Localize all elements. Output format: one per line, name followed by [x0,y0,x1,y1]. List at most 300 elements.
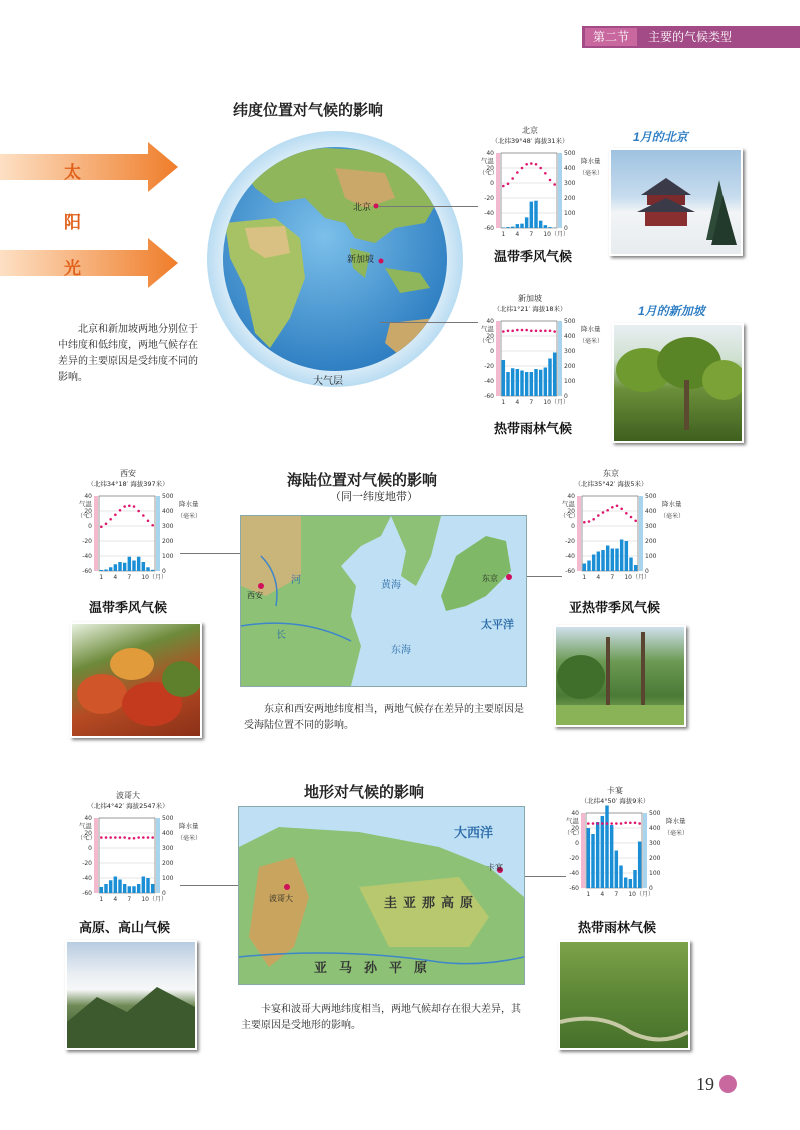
precip-bar [525,372,528,396]
precip-bar [539,221,542,228]
precip-tick-label: 100 [645,553,657,560]
precip-tick-label: 200 [162,860,174,867]
precip-tick-label: 200 [645,538,657,545]
x-tick-label: 1 [582,574,587,581]
x-tick-label: 4 [113,574,118,581]
precip-bar [520,371,523,397]
precip-bar [597,552,600,572]
precip-bar [506,372,509,396]
temp-point [114,513,117,516]
temp-point [530,162,533,165]
precip-tick-label: 0 [645,568,649,575]
photo-xian-autumn [70,622,202,738]
chart-frame [99,496,155,571]
sun-arrow-top [0,142,178,192]
precip-bar [142,562,145,571]
precip-tick-label: 100 [564,210,576,217]
temp-point [507,329,510,332]
temp-tick-label: -20 [82,860,92,867]
river-forest-shapes [560,942,688,1048]
precip-axis-title: 降水量 [179,822,199,830]
precip-bar [615,851,618,889]
precip-axis-title: 降水量 [581,325,601,333]
precip-tick-label: 200 [649,855,661,862]
precip-tick-label: 400 [162,508,174,515]
temp-point [544,172,547,175]
precip-axis-unit: （毫米） [660,513,685,520]
temp-point [588,520,591,523]
temp-tick-label: 40 [84,815,92,822]
climate-chart-singapore [475,293,604,418]
page-corner-icon [719,1075,737,1093]
temp-point [597,514,600,517]
precip-bar [583,564,586,572]
precip-axis-unit: （毫米） [177,835,202,842]
page-number: 19 [696,1074,714,1094]
precip-tick-label: 200 [564,195,576,202]
temp-tick-label: -20 [82,538,92,545]
precip-axis-band [639,496,643,571]
temp-point [611,506,614,509]
precip-bar [128,886,131,893]
temp-tick-label: -60 [565,568,575,575]
climate-label-xian: 温带季风气候 [89,600,168,615]
temp-axis-title: 气温 [79,500,92,508]
temp-point [128,837,131,840]
chart-location: （北纬1°21′ 海拔18米） [493,305,567,313]
precip-bar [114,877,117,894]
precip-tick-label: 500 [649,810,661,817]
precip-tick-label: 300 [162,845,174,852]
temp-point [610,822,613,825]
precip-axis-band [558,153,562,228]
header-section-label: 第二节 [585,28,637,46]
precip-tick-label: 100 [649,870,661,877]
x-tick-label: 7 [529,231,534,238]
temp-axis-band [94,496,98,571]
photo-singapore-rainforest [612,323,744,443]
temp-axis-band [581,813,585,888]
precip-tick-label: 0 [162,568,166,575]
precip-bar [511,227,514,228]
temp-axis-band [496,153,500,228]
sun-char-2: 阳 [64,213,81,233]
precip-axis-unit: （毫米） [579,170,604,177]
temp-tick-label: -60 [484,393,494,400]
precip-bar [109,567,112,571]
temp-point [109,836,112,839]
temp-tick-label: -40 [484,210,494,217]
photo-caption-beijing: 1月的北京 [633,130,688,144]
temp-axis-band [94,818,98,893]
temp-point [133,837,136,840]
x-tick-label: 7 [614,891,619,898]
precip-bar [615,549,618,572]
precip-axis-unit: （毫米） [664,830,689,837]
photo-bogota-highland [65,940,197,1050]
climate-label-singapore: 热带雨林气候 [494,421,573,436]
precip-bar [548,359,551,397]
precip-bar [591,834,594,888]
map-label-pacific: 太平洋 [481,618,514,631]
section-title-latitude: 纬度位置对气候的影响 [233,101,384,119]
precip-bar [587,561,590,572]
temp-point [151,524,154,527]
temp-tick-label: -40 [569,870,579,877]
x-tick-label: 4 [600,891,605,898]
precip-bar [605,806,608,889]
mountain-shapes [67,942,195,1048]
precip-tick-label: 0 [564,393,568,400]
temp-tick-label: 20 [84,830,92,837]
precip-bar [506,227,509,228]
chart-location: （北纬34°18′ 海拔397米） [87,480,169,488]
temp-point [142,836,145,839]
precip-bar [553,353,556,397]
temp-axis-unit: （℃） [77,513,96,520]
precip-bar [601,550,604,571]
temp-point [553,183,556,186]
precip-tick-label: 300 [162,523,174,530]
forest-shapes [556,627,684,725]
photo-caption-singapore: 1月的新加坡 [638,304,705,318]
temp-tick-label: 20 [84,508,92,515]
leader-singapore [380,322,478,323]
trees-silhouette [614,325,742,441]
precip-bar [132,886,135,893]
x-tick-label: 10（月） [543,399,569,406]
x-tick-label: 10（月） [624,574,650,581]
map-south-america [238,806,525,985]
temp-tick-label: -20 [484,195,494,202]
temp-point [147,519,150,522]
precip-axis-band [643,813,647,888]
temp-point [634,519,637,522]
temp-point [615,822,618,825]
temp-point [596,822,599,825]
section-title-terrain: 地形对气候的影响 [304,783,425,801]
temp-point [539,329,542,332]
map-label-east-sea: 东海 [391,645,411,656]
temp-tick-label: 0 [490,348,494,355]
precip-bar [587,828,590,888]
temp-axis-band [577,496,581,571]
photo-cayenne-rainforest [558,940,690,1050]
temp-point [502,185,505,188]
temp-tick-label: 0 [88,845,92,852]
temp-point [549,179,552,182]
precip-bar [530,372,533,396]
x-tick-label: 7 [127,896,132,903]
precip-bar [516,369,519,396]
temp-point [137,836,140,839]
temp-point [137,510,140,513]
temp-point [147,836,150,839]
precip-bar [629,558,632,572]
x-tick-label: 7 [127,574,132,581]
temp-point [592,822,595,825]
chart-city: 东京 [603,469,619,478]
temp-point [521,329,524,332]
section-subtitle-sea-land: （同一纬度地带） [330,490,418,503]
climate-label-bogota: 高原、高山气候 [79,920,171,935]
precip-bar [548,227,551,228]
precip-tick-label: 0 [162,890,166,897]
temp-point [544,329,547,332]
temp-tick-label: 40 [567,493,575,500]
precip-bar [619,866,622,889]
precip-tick-label: 500 [564,318,576,325]
temp-tick-label: 0 [571,523,575,530]
x-tick-label: 10（月） [141,574,167,581]
precip-axis-band [558,321,562,396]
temp-point [530,329,533,332]
map-label-chang: 长 [276,630,286,641]
precip-bar [151,570,154,571]
climate-chart-tokyo [556,468,685,588]
precip-tick-label: 100 [162,553,174,560]
precip-tick-label: 400 [649,825,661,832]
temp-point [123,836,126,839]
precip-bar [534,369,537,396]
precip-tick-label: 100 [564,378,576,385]
temp-point [525,163,528,166]
precip-tick-label: 500 [564,150,576,157]
chart-frame [501,153,557,228]
chart-location: （北纬35°42′ 海拔5米） [574,480,648,488]
temp-point [606,509,609,512]
temp-tick-label: 0 [490,180,494,187]
temp-axis-title: 气温 [562,500,575,508]
precip-bar [620,540,623,572]
temp-point [114,836,117,839]
leader-beijing [378,206,478,207]
precip-bar [610,825,613,888]
x-tick-label: 4 [113,896,118,903]
temp-point [142,514,145,517]
precip-bar [534,201,537,228]
header-title: 主要的气候类型 [648,30,733,44]
precip-bar [104,570,107,572]
temp-point [502,330,505,333]
precip-bar [123,563,126,571]
temp-point [535,329,538,332]
temp-axis-unit: （℃） [479,338,498,345]
precip-bar [544,368,547,397]
precip-bar [502,360,505,396]
precip-axis-band [156,818,160,893]
precip-bar [114,564,117,571]
note-latitude: 北京和新加坡两地分别位于中纬度和低纬度，两地气候存在差异的主要原因是受纬度不同的影响。 [58,324,198,383]
temp-axis-unit: （℃） [564,830,583,837]
precip-bar [516,224,519,228]
precip-bar [100,887,103,893]
climate-chart-cayenne [560,785,689,910]
temp-point [634,821,637,824]
temp-tick-label: 20 [486,333,494,340]
temp-axis-title: 气温 [481,325,494,333]
section-title-sea-land: 海陆位置对气候的影响 [287,471,438,489]
temp-point [128,504,131,507]
precip-tick-label: 300 [564,180,576,187]
temp-point [638,822,641,825]
precip-tick-label: 400 [564,333,576,340]
climate-label-beijing: 温带季风气候 [494,249,573,264]
chart-city: 波哥大 [116,791,140,800]
temp-tick-label: -40 [82,553,92,560]
precip-tick-label: 500 [162,493,174,500]
x-tick-label: 7 [529,399,534,406]
temp-point [511,329,514,332]
precip-tick-label: 400 [162,830,174,837]
temp-point [511,177,514,180]
climate-chart-xian [73,468,202,588]
temp-axis-unit: （℃） [560,513,579,520]
globe [205,128,465,390]
temp-point [525,329,528,332]
temp-tick-label: 40 [486,150,494,157]
temp-point [583,521,586,524]
note-sea-land: 东京和西安两地纬度相当，两地气候存在差异的主要原因是受海陆位置不同的影响。 [244,704,524,731]
x-tick-label: 4 [596,574,601,581]
temp-point [602,511,605,514]
precip-tick-label: 0 [649,885,653,892]
chart-location: （北纬4°50′ 海拔9米） [580,797,650,805]
temp-tick-label: -60 [484,225,494,232]
chart-city: 新加坡 [518,294,542,303]
map-east-asia [240,515,527,687]
temp-point [549,329,552,332]
precip-tick-label: 300 [645,523,657,530]
temp-axis-band [496,321,500,396]
precip-bar [544,225,547,228]
precip-axis-title: 降水量 [179,500,199,508]
precip-bar [525,217,528,228]
precip-bar [633,870,636,888]
map-label-plateau: 圭亚那高原 [384,896,480,911]
precip-axis-unit: （毫米） [579,338,604,345]
temp-axis-unit: （℃） [479,170,498,177]
map-label-atlantic: 大西洋 [454,826,494,841]
climate-chart-bogota [73,790,202,910]
sun-arrow-bottom [0,238,178,288]
map-label-tokyo: 东京 [482,574,498,583]
climate-chart-beijing [475,125,604,240]
temp-tick-label: -60 [569,885,579,892]
temp-tick-label: -20 [565,538,575,545]
x-tick-label: 1 [501,399,506,406]
temple-silhouette [611,150,741,254]
temp-point [133,505,136,508]
precip-tick-label: 500 [162,815,174,822]
precip-bar [629,879,632,888]
photo-tokyo-forest [554,625,686,727]
temp-point [620,822,623,825]
precip-tick-label: 200 [564,363,576,370]
precip-bar [601,816,604,888]
climate-label-tokyo: 亚热带季风气候 [569,600,661,615]
temp-tick-label: 20 [567,508,575,515]
autumn-foliage [72,624,200,736]
temp-point [105,836,108,839]
globe-label-atmosphere: 大气层 [313,376,343,387]
sun-char-1: 太 [64,163,81,183]
temp-tick-label: -20 [569,855,579,862]
chart-city: 卡宴 [607,786,623,795]
temp-point [521,167,524,170]
temp-tick-label: -40 [565,553,575,560]
precip-axis-unit: （毫米） [177,513,202,520]
temp-point [119,836,122,839]
x-tick-label: 1 [586,891,591,898]
precip-bar [596,822,599,888]
sun-char-3: 光 [64,259,81,279]
temp-point [601,822,604,825]
precip-bar [137,557,140,571]
map-label-yellow-sea: 黄海 [381,580,401,591]
precip-bar [539,370,542,396]
temp-tick-label: -40 [82,875,92,882]
precip-bar [118,562,121,571]
temp-point [630,516,633,519]
precip-tick-label: 0 [564,225,568,232]
precip-bar [128,557,131,571]
temp-point [119,509,122,512]
map-label-xian: 西安 [247,591,263,600]
precip-bar [146,878,149,893]
precip-bar [132,561,135,572]
temp-point [151,836,154,839]
temp-point [516,329,519,332]
temp-tick-label: -20 [484,363,494,370]
temp-axis-unit: （℃） [77,835,96,842]
temp-point [587,822,590,825]
temp-tick-label: 20 [571,825,579,832]
temp-point [616,504,619,507]
precip-bar [625,541,628,571]
precip-tick-label: 400 [645,508,657,515]
precip-bar [146,567,149,571]
chart-location: （北纬4°42′ 海拔2547米） [87,802,169,810]
temp-point [625,512,628,515]
precip-axis-title: 降水量 [662,500,682,508]
map-label-river: 河 [291,575,301,586]
precip-bar [118,880,121,894]
temp-tick-label: 40 [84,493,92,500]
temp-axis-title: 气温 [481,157,494,165]
precip-bar [634,565,637,571]
globe-label-beijing: 北京 [353,203,372,213]
photo-beijing-winter [609,148,743,256]
x-tick-label: 1 [99,896,104,903]
precip-tick-label: 200 [162,538,174,545]
temp-point [123,505,126,508]
precip-tick-label: 100 [162,875,174,882]
x-tick-label: 1 [99,574,104,581]
temp-point [606,822,609,825]
temp-tick-label: 0 [88,523,92,530]
temp-point [100,836,103,839]
precip-bar [142,877,145,894]
x-tick-label: 10（月） [543,231,569,238]
temp-point [516,171,519,174]
temp-point [624,821,627,824]
map-label-amazon: 亚马孙平原 [314,961,440,976]
precip-tick-label: 300 [564,348,576,355]
temp-tick-label: 0 [575,840,579,847]
precip-bar [137,884,140,893]
precip-bar [511,368,514,396]
